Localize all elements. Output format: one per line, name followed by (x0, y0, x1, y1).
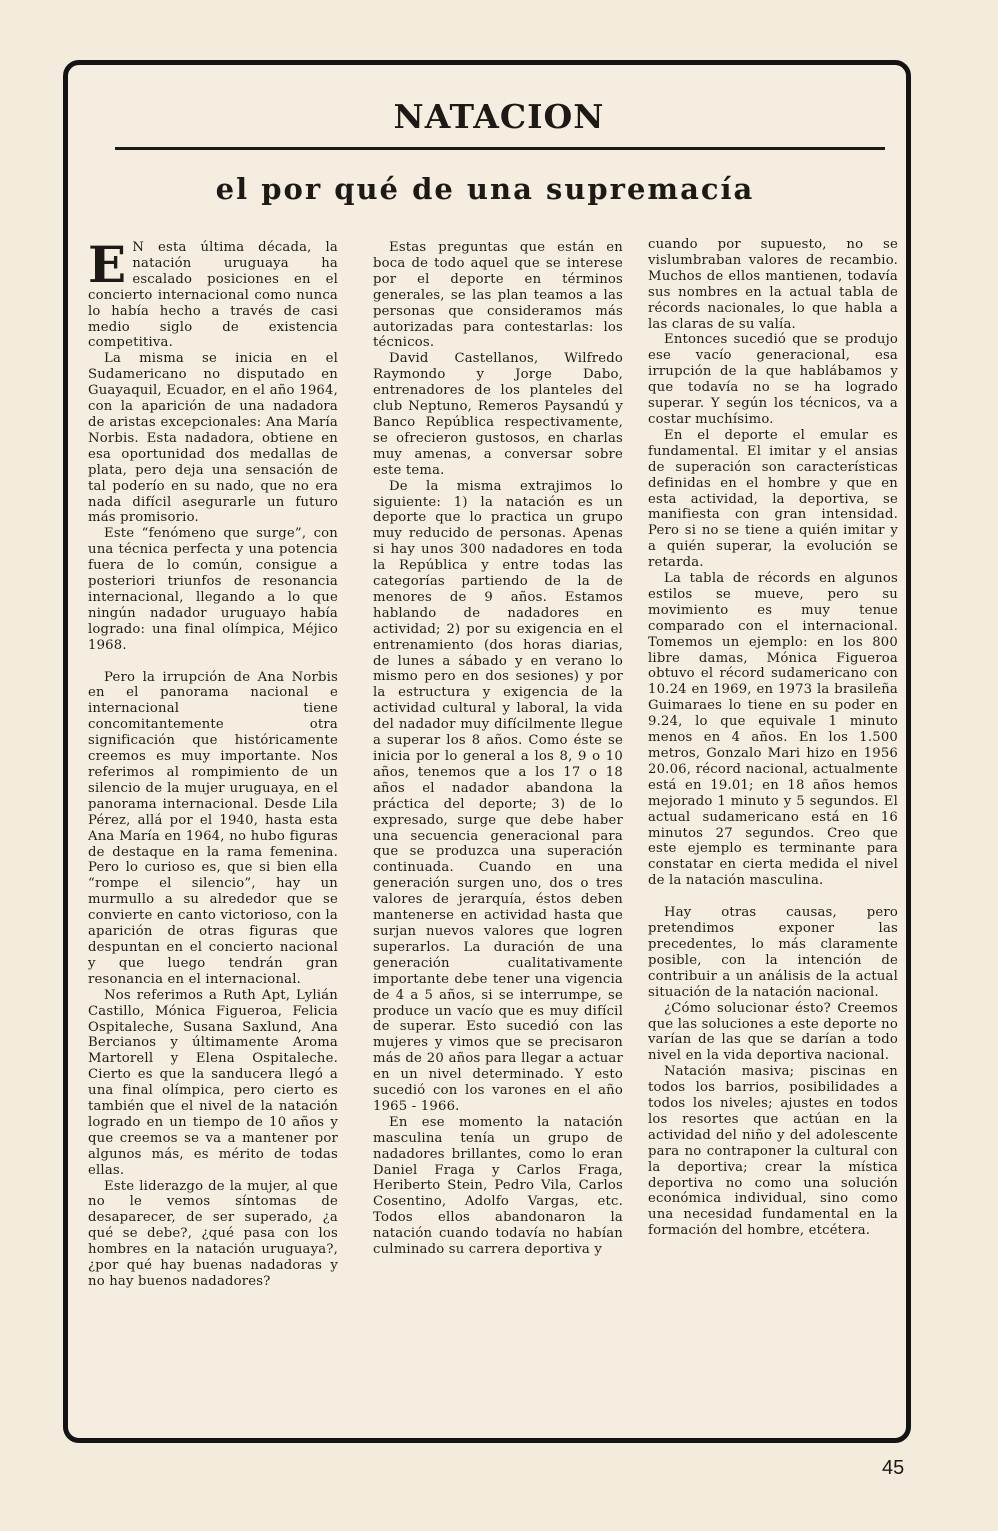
article-column-2 (373, 240, 623, 1420)
paragraph: La tabla de récords en algunos estilos se mueve, pero su movimiento es muy tenue comparado con el internacional. Tomemos un ejemplo: en los 800 libre damas, Mónica Figueroa obtuvo el récord sudamericano con 10.24 en 1969, en 1973 la brasileña Guimaraes lo tiene en su poder en 9.24, lo que equivale 1 minuto menos en 4 años. En los 1.500 metros, Gonzalo Mari hizo en 1956 20.06, récord nacional, actualmente está en 19.01; en 18 años hemos mejorado 1 minuto y 5 segundos. El actual sudamericano está en 16 minutos 27 segundos. Creo que este ejemplo es terminante para constatar en cierta medida el nivel de la natación masculina. (648, 571, 898, 889)
title-rule (115, 147, 885, 150)
article-column-3 (648, 237, 898, 1417)
paragraph: Nos referimos a Ruth Apt, Lylián Castillo, Mónica Figueroa, Felicia Ospitaleche, Susana Saxlund, Ana Bercianos y últimamente Aroma Martorell y Elena Ospitaleche. Cierto es que la sanducera llegó a una final olímpica, pero cierto es también que el nivel de la natación logrado en un tiempo de 10 años y que creemos se va a mantener por algunos más, es mérito de todas ellas. (88, 987, 338, 1178)
paragraph: La misma se inicia en el Sudamericano no disputado en Guayaquil, Ecuador, en el año 1964, con la aparición de una nadadora de aristas excepcionales: Ana María Norbis. Esta nadadora, obtiene en esa oportunidad dos medallas de plata, pero deja una sensación de tal poderío en su nado, que no era nada difícil asegurarle un futuro más promisorio. (88, 351, 338, 526)
article-headline: el por qué de una supremacía (215, 172, 755, 206)
paragraph: cuando por supuesto, no se vislumbraban valores de recambio. Muchos de ellos mantienen, todavía sus nombres en la actual tabla de récords nacionales, lo que habla a las claras de su valía. (648, 237, 898, 332)
paragraph: Este “fenómeno que surge”, con una técnica perfecta y una potencia fuera de lo común, consigue a posteriori triunfos de resonancia internacional, llegando a lo que ningún nadador uruguayo había logrado: una final olímpica, Méjico 1968. (88, 526, 338, 653)
paragraph: Hay otras causas, pero pretendimos exponer las precedentes, lo más claramente posible, con la intención de contribuir a un análisis de la actual situación de la natación nacional. (648, 905, 898, 1000)
drop-cap: E (88, 240, 127, 294)
paragraph: Estas preguntas que están en boca de todo aquel que se interese por el deporte en términos generales, se las plan teamos a las personas que consideramos más autorizadas para contestarlas: los técnicos. (373, 240, 623, 351)
section-title: NATACION (393, 97, 605, 136)
paragraph: Pero la irrupción de Ana Norbis en el panorama nacional e internacional tiene concomitantemente otra significación que históricamente creemos es muy importante. Nos referimos al rompimiento de un silencio de la mujer uruguaya, en el panorama internacional. Desde Lila Pérez, allá por el 1940, hasta esta Ana María en 1964, no hubo figuras de destaque en la rama femenina. Pero lo curioso es, que si bien ella “rompe el silencio”, hay un murmullo a su alrededor que se convierte en canto victorioso, con la aparición de otras figuras que despuntan en el concierto nacional y que luego tendrán gran resonancia en el internacional. (88, 669, 338, 987)
paragraph: Entonces sucedió que se produjo ese vacío generacional, esa irrupción de la que hablábamos y que todavía no se ha logrado superar. Y según los técnicos, va a costar muchísimo. (648, 332, 898, 427)
paragraph: En el deporte el emular es fundamental. El imitar y el ansias de superación son características definidas en el hombre y que en esta actividad, la deportiva, se manifiesta con gran intensidad. Pero si no se tiene a quién imitar y a quién superar, la evolución se retarda. (648, 427, 898, 571)
paragraph: En ese momento la natación masculina tenía un grupo de nadadores brillantes, como lo eran Daniel Fraga y Carlos Fraga, Heriberto Stein, Pedro Vila, Carlos Cosentino, Adolfo Vargas, etc. Todos ellos abandonaron la natación cuando todavía no habían culminado su carrera deportiva y (373, 1114, 623, 1258)
paragraph: De la misma extrajimos lo siguiente: 1) la natación es un deporte que lo practica un grupo muy reducido de personas. Apenas si hay unos 300 nadadores en toda la República y entre todas las categorías partiendo de la de menores de 9 años. Estamos hablando de nadadores en actividad; 2) por su exigencia en el entrenamiento (dos horas diarias, de lunes a sábado y en verano lo mismo pero en dos sesiones) y por la estructura y exigencia de la actividad cultural y laboral, la vida del nadador muy difícilmente llegue a superar los 8 años. Como éste se inicia por lo general a los 8, 9 o 10 años, tenemos que a los 17 o 18 años el nadador abandona la práctica del deporte; 3) de lo expresado, surge que debe haber una secuencia generacional para que se produzca una superación continuada. Cuando en una generación surgen uno, dos o tres valores de jerarquía, éstos deben mantenerse en actividad hasta que surjan nuevos valores que logren superarlos. La duración de una generación cualitativamente importante debe tener una vigencia de 4 a 5 años, si se interrumpe, se produce un vacío que es muy difícil de superar. Esto sucedió con las mujeres y vimos que se precisaron más de 20 años para llegar a actuar en un nivel determinado. Y esto sucedió con los varones en el año 1965 - 1966. (373, 478, 623, 1114)
paragraph: Natación masiva; piscinas en todos los barrios, posibilidades a todos los niveles; ajustes en todos los resortes que actúan en la actividad del niño y del adolescente para no contraponer la cultural con la deportiva; crear la mística deportiva no como una solución económica individual, sino como una necesidad fundamental en la formación del hombre, etcétera. (648, 1064, 898, 1239)
paragraph: E N esta última década, la natación uruguaya ha escalado posiciones en el concierto internacional como nunca lo había hecho a través de casi medio siglo de existencia competitiva. (88, 240, 338, 351)
paragraph: ¿Cómo solucionar ésto? Creemos que las soluciones a este deporte no varían de las que se darían a todo nivel en la vida deportiva nacional. (648, 1000, 898, 1064)
paragraph: Este liderazgo de la mujer, al que no le vemos síntomas de desaparecer, de ser superado, ¿a qué se debe?, ¿qué pasa con los hombres en la natación uruguaya?, ¿por qué hay buenas nadadoras y no hay buenos nadadores? (88, 1178, 338, 1289)
article-column-1 (88, 240, 338, 1420)
paragraph: David Castellanos, Wilfredo Raymondo y Jorge Dabo, entrenadores de los planteles del club Neptuno, Remeros Paysandú y Banco República respectivamente, se ofrecieron gustosos, en charlas muy amenas, a conversar sobre este tema. (373, 351, 623, 478)
page-number: 45 (882, 1457, 905, 1479)
